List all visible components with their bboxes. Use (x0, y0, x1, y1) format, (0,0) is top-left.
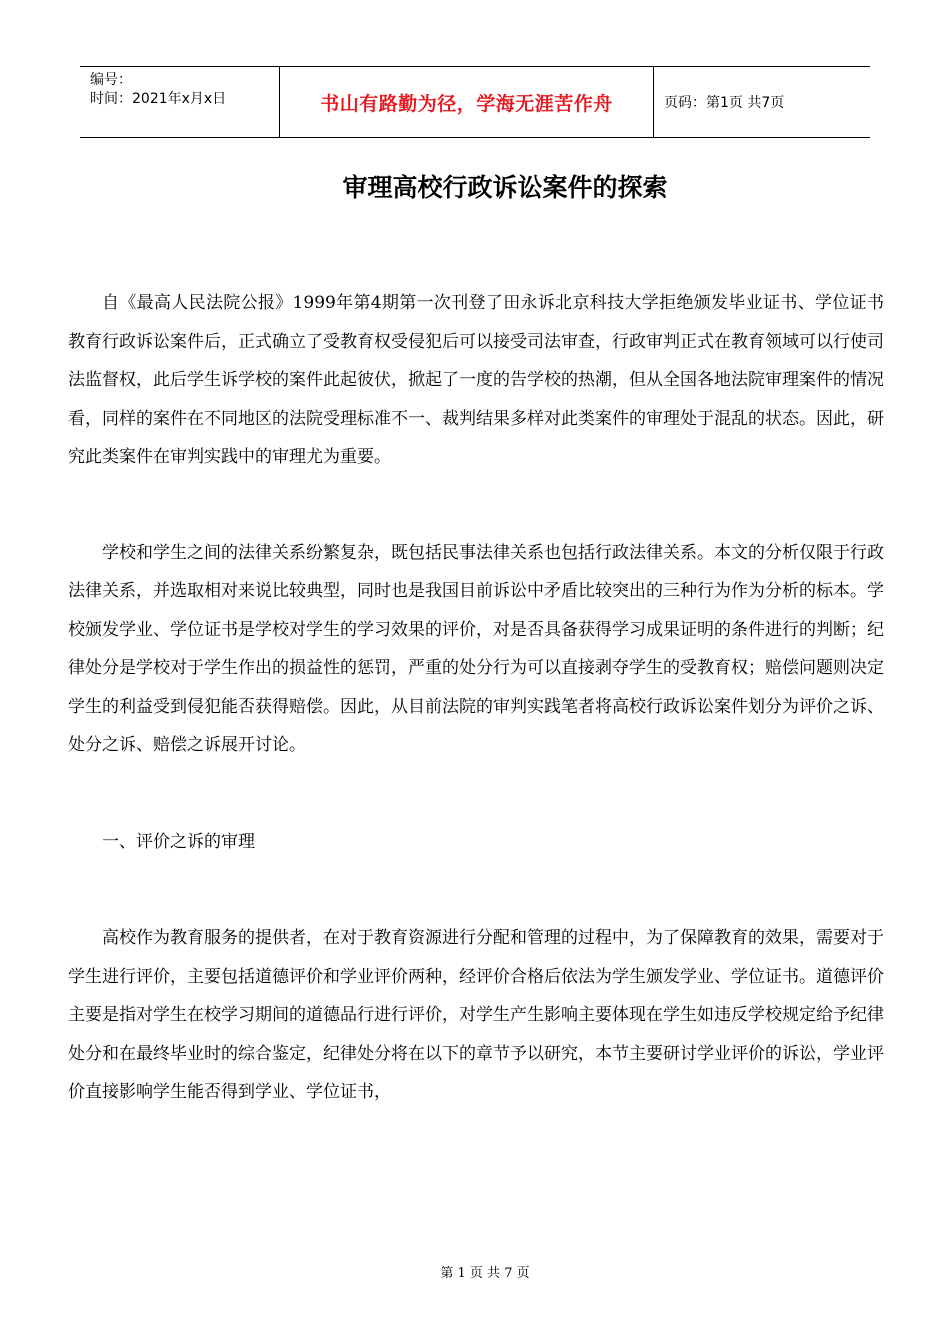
paragraph-1: 自《最高人民法院公报》1999年第4期第一次刊登了田永诉北京科技大学拒绝颁发毕业证书、学位证书教育行政诉讼案件后，正式确立了受教育权受侵犯后可以接受司法审查，行政审判正式在教育领域可以行使司法监督权，此后学生诉学校的案件此起彼伏，掀起了一度的告学校的热潮，但从全国各地法院审理案件的情况看，同样的案件在不同地区的法院受理标准不一、裁判结果多样对此类案件的审理处于混乱的状态。因此，研究此类案件在审判实践中的审理尤为重要。 (68, 293, 884, 467)
document-header (80, 66, 870, 138)
paragraph-3: 高校作为教育服务的提供者，在对于教育资源进行分配和管理的过程中，为了保障教育的效果，需要对于学生进行评价，主要包括道德评价和学业评价两种，经评价合格后依法为学生颁发学业、学位证书。道德评价主要是指对学生在校学习期间的道德品行进行评价，对学生产生影响主要体现在学生如违反学校规定给予纪律处分和在最终毕业时的综合鉴定，纪律处分将在以下的章节予以研究，本节主要研讨学业评价的诉讼，学业评价直接影响学生能否得到学业、学位证书， (68, 928, 884, 1102)
document-title: 审理高校行政诉讼案件的探索 (342, 173, 668, 202)
header-page-info: 页码：第1页 共7页 (664, 95, 785, 111)
document-body (68, 284, 884, 1112)
section-heading: 一、评价之诉的审理 (102, 831, 255, 852)
paragraph-2: 学校和学生之间的法律关系纷繁复杂，既包括民事法律关系也包括行政法律关系。本文的分析仅限于行政法律关系，并选取相对来说比较典型，同时也是我国目前诉讼中矛盾比较突出的三种行为作为分析的标本。学校颁发学业、学位证书是学校对学生的学习效果的评价，对是否具备获得学习成果证明的条件进行的判断；纪律处分是学校对于学生作出的损益性的惩罚，严重的处分行为可以直接剥夺学生的受教育权；赔偿问题则决定学生的利益受到侵犯能否获得赔偿。因此，从目前法院的审判实践笔者将高校行政诉讼案件划分为评价之诉、处分之诉、赔偿之诉展开讨论。 (68, 542, 884, 755)
number-label: 编号： (90, 72, 132, 88)
date-label: 时间：2021年x月x日 (90, 91, 227, 107)
header-info-cell (80, 67, 280, 137)
header-motto-cell (280, 67, 654, 137)
header-page-cell (654, 67, 870, 137)
page-footer: 第 1 页 共 7 页 (440, 1266, 530, 1281)
motto-text: 书山有路勤为径，学海无涯苦作舟 (320, 92, 613, 115)
